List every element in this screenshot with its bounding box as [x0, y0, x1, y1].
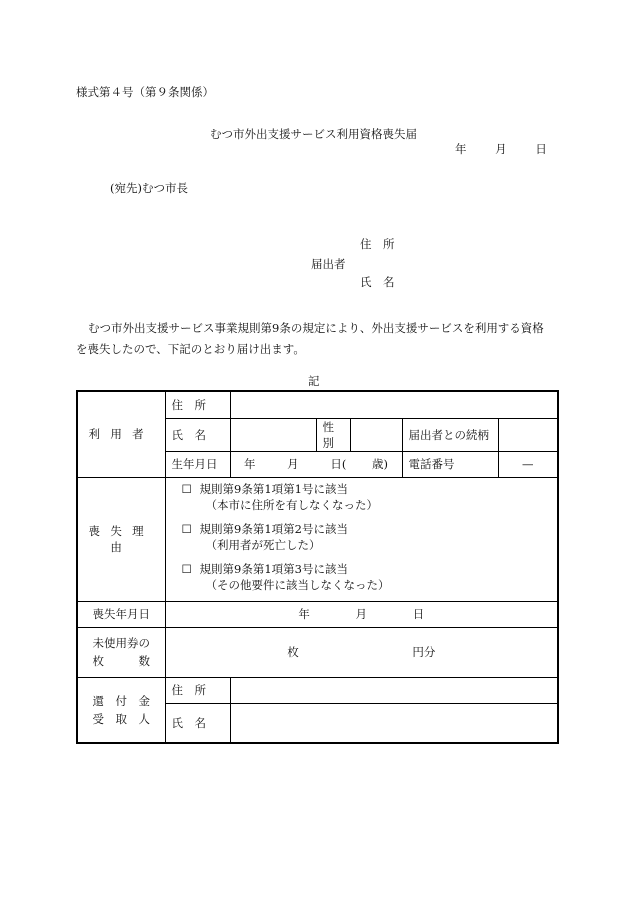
- refund-name-label: 氏 名: [165, 703, 230, 743]
- loss-day: 日: [412, 607, 425, 621]
- reason-label: 喪失理由: [77, 477, 165, 601]
- unused-field[interactable]: [165, 627, 558, 677]
- user-name-label: 氏 名: [165, 418, 230, 451]
- relation-field[interactable]: [498, 418, 558, 451]
- unused-sheets: 枚: [287, 645, 299, 659]
- reason-option-2[interactable]: [182, 521, 552, 553]
- birth-field[interactable]: [230, 451, 402, 477]
- reason-desc-2: （利用者が死亡した）: [205, 537, 321, 552]
- reason-rule-3: 規則第9条第1項第3号に該当: [199, 561, 348, 576]
- body-text-line2: を喪失したので、下記のとおり届け出ます。: [76, 342, 305, 356]
- reason-options: [165, 477, 558, 601]
- date-day: 日: [535, 142, 547, 156]
- notifier-name-label: 氏 名: [360, 275, 395, 289]
- user-address-label: 住 所: [165, 391, 230, 418]
- unused-label: [77, 627, 165, 677]
- reason-desc-3: （その他要件に該当しなくなった）: [205, 577, 390, 592]
- reason-option-3[interactable]: [182, 561, 552, 593]
- date-month: 月: [495, 142, 507, 156]
- checkbox-icon[interactable]: ☐: [181, 481, 192, 496]
- refund-address-label: 住 所: [165, 677, 230, 703]
- reason-rule-1: 規則第9条第1項第1号に該当: [199, 481, 348, 496]
- birth-label: 生年月日: [165, 451, 230, 477]
- reason-rule-2: 規則第9条第1項第2号に該当: [199, 521, 348, 536]
- body-text-line1: むつ市外出支援サービス事業規則第9条の規定により、外出支援サービスを利用する資格: [88, 321, 544, 335]
- phone-field[interactable]: —: [498, 451, 558, 477]
- user-label: 利用者: [77, 391, 165, 477]
- birth-day: 日(: [330, 457, 347, 471]
- unused-label-line1: 未使用券の: [92, 636, 150, 650]
- phone-label: 電話番号: [402, 451, 498, 477]
- loss-date-field[interactable]: [165, 601, 558, 627]
- refund-label-line2: 受 取 人: [92, 711, 150, 726]
- checkbox-icon[interactable]: ☐: [181, 521, 192, 536]
- unused-label-line2: 枚 数: [92, 654, 150, 668]
- refund-label-line1: 還 付 金: [92, 693, 150, 708]
- birth-year: 年: [244, 457, 256, 471]
- notifier-address-label: 住 所: [360, 237, 395, 251]
- loss-year: 年: [298, 607, 310, 621]
- refund-address-field[interactable]: [230, 677, 558, 703]
- reason-option-1[interactable]: [182, 481, 552, 513]
- date-year: 年: [455, 142, 467, 156]
- refund-name-field[interactable]: [230, 703, 558, 743]
- unused-yen: 円分: [412, 645, 436, 659]
- date-line: [455, 141, 547, 157]
- form-number: 様式第４号（第９条関係）: [76, 85, 214, 99]
- gender-label: 性別: [316, 418, 350, 451]
- birth-month: 月: [287, 457, 299, 471]
- reason-desc-1: （本市に住所を有しなくなった）: [205, 497, 378, 512]
- checkbox-icon[interactable]: ☐: [181, 561, 192, 576]
- birth-age: 歳): [371, 457, 388, 471]
- form-table: [76, 390, 559, 744]
- loss-month: 月: [355, 607, 368, 621]
- relation-label: 届出者との続柄: [402, 418, 498, 451]
- addressee: (宛先)むつ市長: [110, 181, 188, 195]
- user-name-field[interactable]: [230, 418, 316, 451]
- user-address-field[interactable]: [230, 391, 558, 418]
- gender-field[interactable]: [350, 418, 402, 451]
- refund-label: [77, 677, 165, 743]
- page-title: むつ市外出支援サービス利用資格喪失届: [210, 127, 417, 141]
- notifier-heading: 届出者: [311, 257, 346, 271]
- body-text: [76, 318, 558, 360]
- ki-heading: 記: [308, 374, 320, 388]
- loss-date-label: 喪失年月日: [77, 601, 165, 627]
